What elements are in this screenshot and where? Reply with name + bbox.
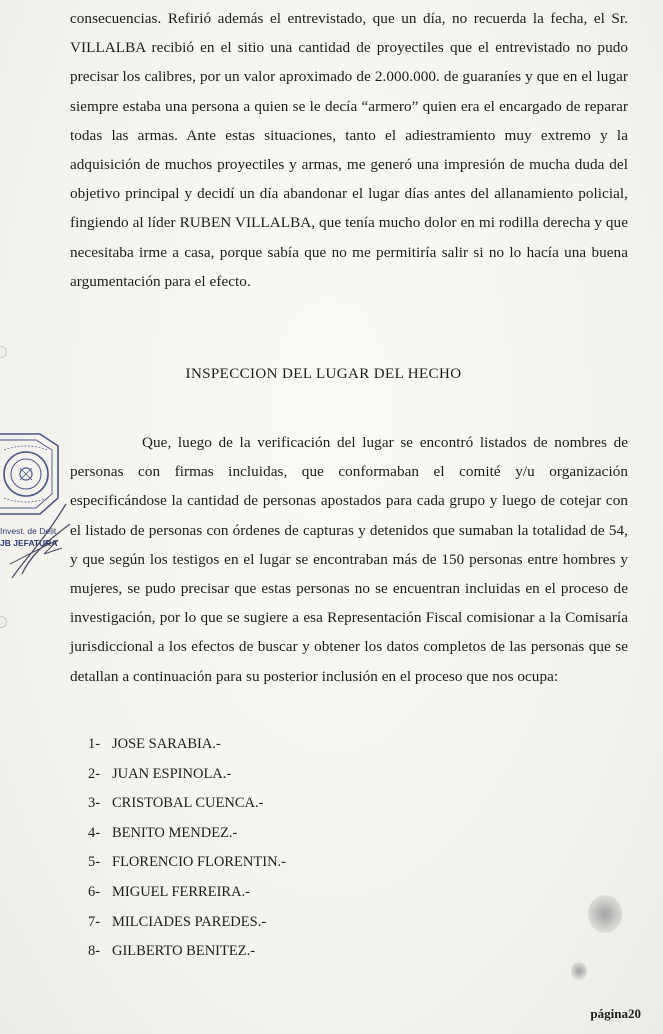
ink-smudge	[588, 895, 622, 933]
list-item-number: 7-	[88, 913, 101, 930]
list-item	[88, 819, 286, 849]
official-stamp	[0, 428, 80, 578]
page-number: página20	[590, 1006, 641, 1021]
list-item-number: 8-	[88, 943, 101, 960]
body-paragraph-inspection: Que, luego de la verificación del lugar se encontró listados de nombres de personas con firmas incluidas, que conformaban el comité y/u organización especificándose la cantidad de personas apostados para cada grupo y luego de cotejar con el listado de personas con órdenes de capturas y detenidos que sumaban la totalidad de 54, y que según los testigos en el lugar se encontraban más de 150 personas entre hombres y mujeres, se pudo precisar que estas personas no se encuentran incluidas en el proceso de investigación, por lo que se sugiere a esa Representación Fiscal comisionar a la Comisaría jurisdiccional a los efectos de buscar y obtener los datos completos de las personas que se detallan a continuación para su posterior inclusión en el proceso que nos ocupa:	[70, 434, 628, 685]
list-item-name: CRISTOBAL CUENCA.-	[112, 795, 264, 812]
police-seal-icon	[0, 428, 80, 578]
list-item-name: MIGUEL FERREIRA.-	[112, 883, 251, 900]
section-heading: INSPECCION DEL LUGAR DEL HECHO	[185, 366, 462, 382]
list-item	[88, 908, 286, 938]
list-item-number: 1-	[88, 736, 101, 752]
svg-text:Invest. de Delit.: Invest. de Delit.	[0, 526, 59, 536]
names-list	[88, 730, 286, 967]
list-item-number: 6-	[88, 883, 101, 900]
list-item-number: 4-	[88, 824, 101, 841]
list-item	[88, 760, 286, 790]
list-item-number: 3-	[88, 795, 101, 812]
body-paragraph-testimony: consecuencias. Refirió además el entrevistado, que un día, no recuerda la fecha, el Sr. VILLALBA recibió en el sitio una cantidad de proyectiles que el entrevistado no pudo precisar los calibres, por un valor aproximado de 2.000.000. de guaraníes y que en el lugar siempre estaba una persona a quien se le decía “armero” quien era el encargado de reparar todas las armas. Ante estas situaciones, tanto el adiestramiento muy extremo y la adquisición de muchos proyectiles y armas, me generó una impresión de mucha duda del objetivo principal y decidí un día abandonar el lugar días antes del allanamiento policial, fingiendo al líder RUBEN VILLALBA, que tenía mucho dolor en mi rodilla derecha y que necesitaba irme a casa, porque sabía que no me permitiría salir si no lo hacía una buena argumentación para el efecto.	[70, 10, 628, 290]
list-item-name: JUAN ESPINOLA.-	[112, 765, 232, 782]
list-item	[88, 730, 286, 760]
list-item	[88, 937, 286, 967]
svg-text:JB JEFATURA: JB JEFATURA	[0, 538, 58, 548]
list-item-number: 2-	[88, 765, 101, 782]
punch-hole-mark	[0, 616, 7, 628]
punch-hole-mark	[0, 346, 7, 358]
list-item	[88, 789, 286, 819]
list-item	[88, 848, 286, 878]
list-item-name: MILCIADES PAREDES.-	[112, 913, 267, 930]
list-item-name: GILBERTO BENITEZ.-	[112, 943, 256, 960]
list-item	[88, 878, 286, 908]
list-item-number: 5-	[88, 854, 101, 871]
list-item-name: BENITO MENDEZ.-	[112, 824, 238, 841]
ink-smudge	[571, 962, 587, 980]
list-item-name: JOSE SARABIA.-	[112, 736, 221, 752]
list-item-name: FLORENCIO FLORENTIN.-	[112, 854, 286, 871]
